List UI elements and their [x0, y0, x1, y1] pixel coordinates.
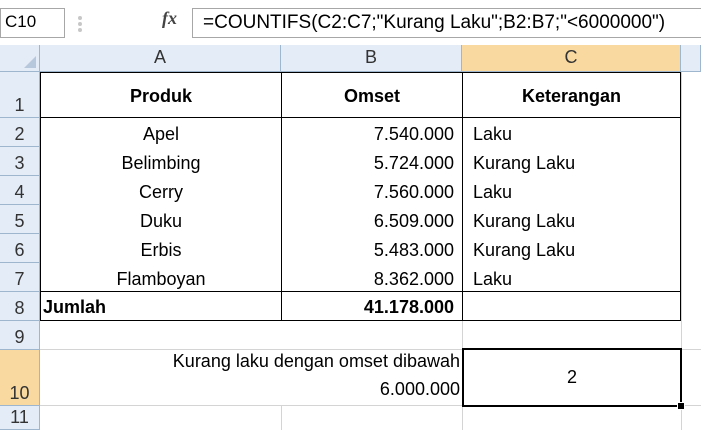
row-header-5[interactable]: 5: [0, 205, 40, 234]
cell-c2[interactable]: Laku: [473, 124, 513, 144]
row-header-6[interactable]: 6: [0, 234, 40, 263]
formula-bar: [0, 0, 701, 44]
cell-b8-total-value[interactable]: 41.178.000: [363, 297, 454, 317]
column-header-d[interactable]: [681, 45, 701, 72]
cell-c8[interactable]: [463, 292, 680, 320]
row-header-2[interactable]: 2: [0, 118, 40, 147]
cell-b7[interactable]: 8.362.000: [373, 269, 454, 289]
cell-c5[interactable]: Kurang Laku: [473, 211, 576, 231]
formula-input[interactable]: =COUNTIFS(C2:C7;"Kurang Laku";B2:B7;"<6000000"): [192, 8, 701, 38]
cell-b5[interactable]: 6.509.000: [373, 211, 454, 231]
row-header-11[interactable]: 11: [0, 406, 40, 430]
cell-c3[interactable]: Kurang Laku: [473, 153, 576, 173]
header-produk[interactable]: Produk: [129, 86, 192, 106]
header-omset[interactable]: Omset: [343, 86, 401, 106]
row-header-4[interactable]: 4: [0, 176, 40, 205]
cell-b4[interactable]: 7.560.000: [373, 182, 454, 202]
fill-handle[interactable]: [677, 402, 685, 410]
cell-a5[interactable]: Duku: [139, 211, 183, 231]
resize-grip-icon[interactable]: [72, 14, 88, 30]
column-header-c[interactable]: C: [462, 45, 681, 72]
cell-c4[interactable]: Laku: [473, 182, 513, 202]
insert-function-icon[interactable]: fx: [162, 8, 177, 28]
row-header-10[interactable]: 10: [0, 350, 40, 406]
summary-label-line1: Kurang laku dengan omset dibawah: [172, 351, 460, 371]
row-header-7[interactable]: 7: [0, 263, 40, 292]
row-header-9[interactable]: 9: [0, 321, 40, 350]
cell-c7[interactable]: Laku: [473, 269, 513, 289]
row-header-3[interactable]: 3: [0, 147, 40, 176]
header-keterangan[interactable]: Keterangan: [521, 86, 622, 106]
cell-a6[interactable]: Erbis: [140, 240, 182, 260]
cell-c6[interactable]: Kurang Laku: [473, 240, 576, 260]
cell-a7[interactable]: Flamboyan: [116, 269, 206, 289]
cell-a2[interactable]: Apel: [142, 124, 180, 144]
select-all-corner[interactable]: [0, 45, 40, 72]
cell-a8-total-label[interactable]: Jumlah: [43, 297, 107, 317]
cell-b6[interactable]: 5.483.000: [373, 240, 454, 260]
summary-label[interactable]: [41, 350, 462, 405]
cell-a3[interactable]: Belimbing: [121, 153, 201, 173]
summary-label-line2: 6.000.000: [379, 379, 460, 399]
cell-a4[interactable]: Cerry: [139, 182, 183, 202]
cell-b3[interactable]: 5.724.000: [373, 153, 454, 173]
selected-cell-c10-result[interactable]: 2: [462, 348, 682, 407]
row-header-1[interactable]: 1: [0, 72, 40, 118]
column-header-b[interactable]: B: [281, 45, 462, 72]
row-header-8[interactable]: 8: [0, 292, 40, 321]
column-header-a[interactable]: A: [40, 45, 281, 72]
name-box[interactable]: C10: [0, 8, 65, 38]
cell-b2[interactable]: 7.540.000: [373, 124, 454, 144]
